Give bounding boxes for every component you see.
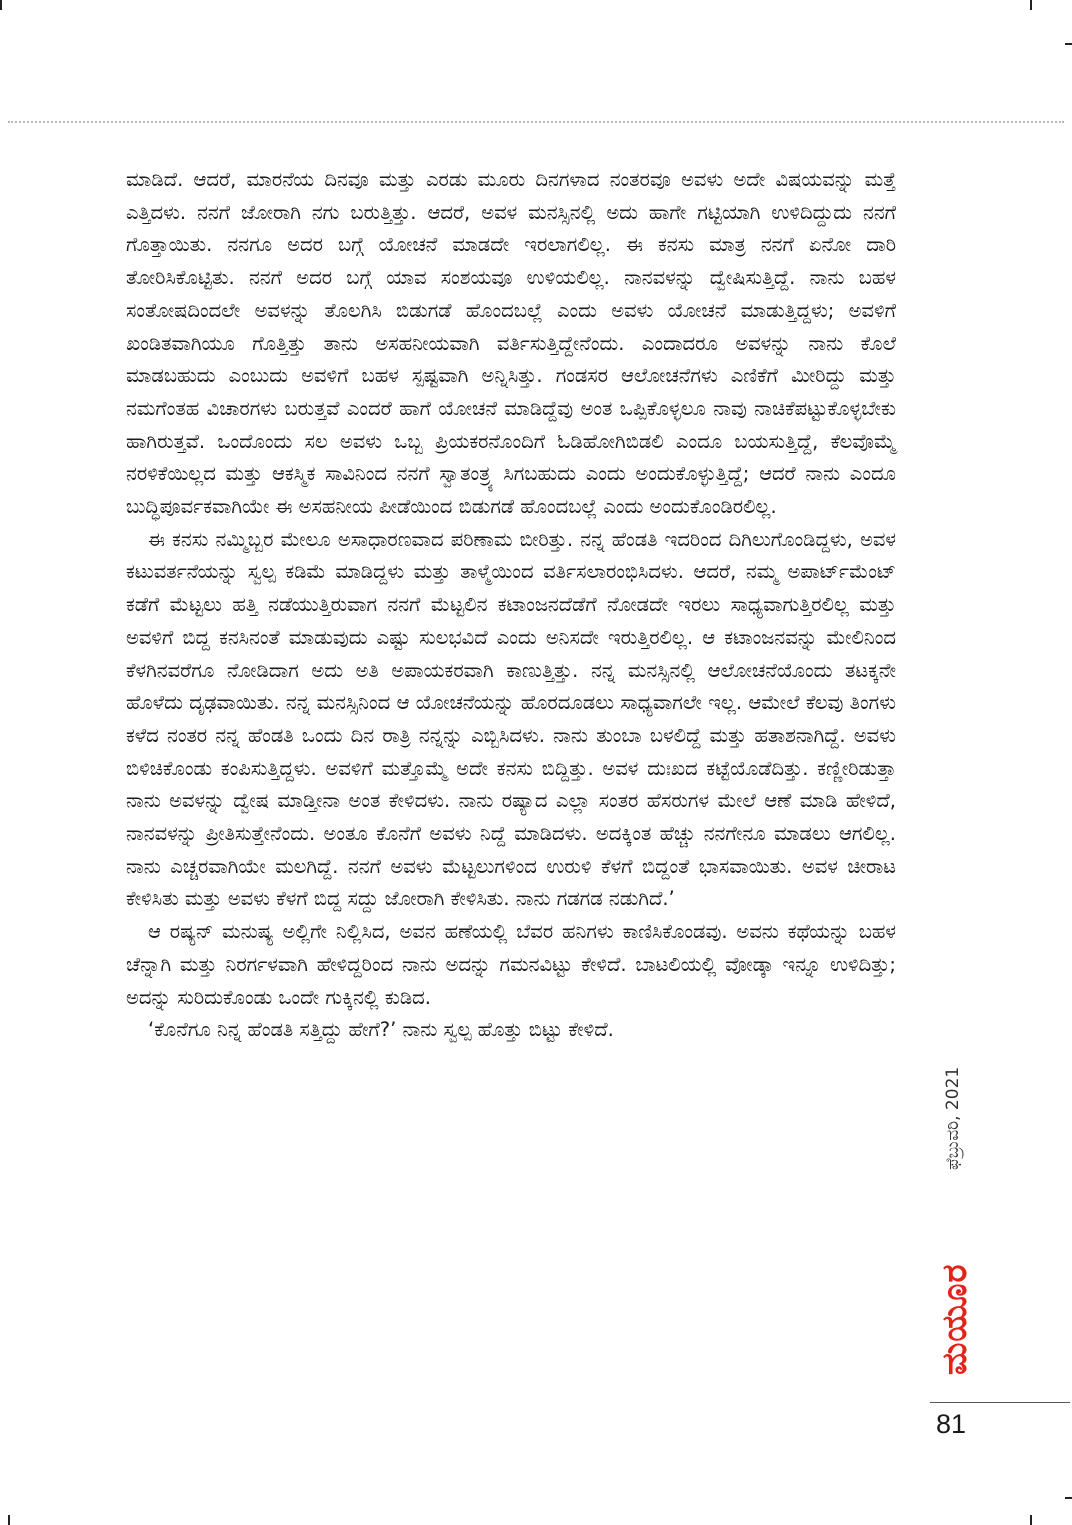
issue-date: ಫೆಬ್ರುವರಿ, 2021 [943,1066,963,1170]
paragraph-1: ಮಾಡಿದೆ. ಆದರೆ, ಮಾರನೆಯ ದಿನವೂ ಮತ್ತು ಎರಡು ಮೂರು ದಿನಗಳಾದ ನಂತರವೂ ಅವಳು ಅದೇ ವಿಷಯವನ್ನು ಮತ್ತೆ ಎತ್ತಿದಳು. ನನಗೆ ಜೋರಾಗಿ ನಗು ಬರುತ್ತಿತ್ತು. ಆದರೆ, ಅವಳ ಮನಸ್ಸಿನಲ್ಲಿ ಅದು ಹಾಗೇ ಗಟ್ಟಿಯಾಗಿ ಉಳಿದಿದ್ದುದು ನನಗೆ ಗೊತ್ತಾಯಿತು. ನನಗೂ ಅದರ ಬಗ್ಗೆ ಯೋಚನೆ ಮಾಡದೇ ಇರಲಾಗಲಿಲ್ಲ. ಈ ಕನಸು ಮಾತ್ರ ನನಗೆ ಏನೋ ದಾರಿ ತೋರಿಸಿಕೊಟ್ಟಿತು. ನನಗೆ ಅದರ ಬಗ್ಗೆ ಯಾವ ಸಂಶಯವೂ ಉಳಿಯಲಿಲ್ಲ. ನಾನವಳನ್ನು ದ್ವೇಷಿಸುತ್ತಿದ್ದೆ. ನಾನು ಬಹಳ ಸಂತೋಷದಿಂದಲೇ ಅವಳನ್ನು ತೊಲಗಿಸಿ ಬಿಡುಗಡೆ ಹೊಂದಬಲ್ಲೆ ಎಂದು ಅವಳು ಯೋಚನೆ ಮಾಡುತ್ತಿದ್ದಳು; ಅವಳಿಗೆ ಖಂಡಿತವಾಗಿಯೂ ಗೊತ್ತಿತ್ತು ತಾನು ಅಸಹನೀಯವಾಗಿ ವರ್ತಿಸುತ್ತಿದ್ದೇನೆಂದು. ಎಂದಾದರೂ ಅವಳನ್ನು ನಾನು ಕೊಲೆ ಮಾಡಬಹುದು ಎಂಬುದು ಅವಳಿಗೆ ಬಹಳ ಸ್ಪಷ್ಟವಾಗಿ ಅನ್ನಿಸಿತ್ತು. ಗಂಡಸರ ಆಲೋಚನೆಗಳು ಎಣಿಕೆಗೆ ಮೀರಿದ್ದು ಮತ್ತು ನಮಗೆಂತಹ ವಿಚಾರಗಳು ಬರುತ್ತವೆ ಎಂದರೆ ಹಾಗೆ ಯೋಚನೆ ಮಾಡಿದ್ದೆವು ಅಂತ ಒಪ್ಪಿಕೊಳ್ಳಲೂ ನಾವು ನಾಚಿಕೆಪಟ್ಟುಕೊಳ್ಳಬೇಕು ಹಾಗಿರುತ್ತವೆ. ಒಂದೊಂದು ಸಲ ಅವಳು ಒಬ್ಬ ಪ್ರಿಯಕರನೊಂದಿಗೆ ಓಡಿಹೋಗಿಬಿಡಲಿ ಎಂದೂ ಬಯಸುತ್ತಿದ್ದೆ, ಕೆಲವೊಮ್ಮೆ ನರಳಿಕೆಯಿಲ್ಲದ ಮತ್ತು ಆಕಸ್ಮಿಕ ಸಾವಿನಿಂದ ನನಗೆ ಸ್ವಾತಂತ್ರ್ಯ ಸಿಗಬಹುದು ಎಂದು ಅಂದುಕೊಳ್ಳುತ್ತಿದ್ದೆ; ಆದರೆ ನಾನು ಎಂದೂ ಬುದ್ಧಿಪೂರ್ವಕವಾಗಿಯೇ ಈ ಅಸಹನೀಯ ಪೀಡೆಯಿಂದ ಬಿಡುಗಡೆ ಹೊಂದಬಲ್ಲೆ ಎಂದು ಅಂದುಕೊಂಡಿರಲಿಲ್ಲ. [126,168,896,519]
article-body [126,164,896,1047]
crop-mark-right-bottom [1065,1497,1072,1499]
paragraph-2: ಈ ಕನಸು ನಮ್ಮಿಬ್ಬರ ಮೇಲೂ ಅಸಾಧಾರಣವಾದ ಪರಿಣಾಮ ಬೀರಿತ್ತು. ನನ್ನ ಹೆಂಡತಿ ಇದರಿಂದ ದಿಗಿಲುಗೊಂಡಿದ್ದಳು, ಅವಳ ಕಟುವರ್ತನೆಯನ್ನು ಸ್ವಲ್ಪ ಕಡಿಮೆ ಮಾಡಿದ್ದಳು ಮತ್ತು ತಾಳ್ಮೆಯಿಂದ ವರ್ತಿಸಲಾರಂಭಿಸಿದಳು. ಆದರೆ, ನಮ್ಮ ಅಪಾರ್ಟ್‌ಮೆಂಟ್ ಕಡೆಗೆ ಮೆಟ್ಟಲು ಹತ್ತಿ ನಡೆಯುತ್ತಿರುವಾಗ ನನಗೆ ಮೆಟ್ಟಲಿನ ಕಟಾಂಜನದೆಡೆಗೆ ನೋಡದೇ ಇರಲು ಸಾಧ್ಯವಾಗುತ್ತಿರಲಿಲ್ಲ ಮತ್ತು ಅವಳಿಗೆ ಬಿದ್ದ ಕನಸಿನಂತೆ ಮಾಡುವುದು ಎಷ್ಟು ಸುಲಭವಿದೆ ಎಂದು ಅನಿಸದೇ ಇರುತ್ತಿರಲಿಲ್ಲ. ಆ ಕಟಾಂಜನವನ್ನು ಮೇಲಿನಿಂದ ಕೆಳಗಿನವರೆಗೂ ನೋಡಿದಾಗ ಅದು ಅತಿ ಅಪಾಯಕರವಾಗಿ ಕಾಣುತ್ತಿತ್ತು. ನನ್ನ ಮನಸ್ಸಿನಲ್ಲಿ ಆಲೋಚನೆಯೊಂದು ತಟಕ್ಕನೇ ಹೊಳೆದು ದೃಢವಾಯಿತು. ನನ್ನ ಮನಸ್ಸಿನಿಂದ ಆ ಯೋಚನೆಯನ್ನು ಹೊರದೂಡಲು ಸಾಧ್ಯವಾಗಲೇ ಇಲ್ಲ. ಆಮೇಲೆ ಕೆಲವು ತಿಂಗಳು ಕಳೆದ ನಂತರ ನನ್ನ ಹೆಂಡತಿ ಒಂದು ದಿನ ರಾತ್ರಿ ನನ್ನನ್ನು ಎಬ್ಬಿಸಿದಳು. ನಾನು ತುಂಬಾ ಬಳಲಿದ್ದೆ ಮತ್ತು ಹತಾಶನಾಗಿದ್ದೆ. ಅವಳು ಬಿಳಿಚಿಕೊಂಡು ಕಂಪಿಸುತ್ತಿದ್ದಳು. ಅವಳಿಗೆ ಮತ್ತೊಮ್ಮೆ ಅದೇ ಕನಸು ಬಿದ್ದಿತ್ತು. ಅವಳ ದುಃಖದ ಕಟ್ಟೆಯೊಡೆದಿತ್ತು. ಕಣ್ಣೀರಿಡುತ್ತಾ ನಾನು ಅವಳನ್ನು ದ್ವೇಷ ಮಾಡ್ತೀನಾ ಅಂತ ಕೇಳಿದಳು. ನಾನು ರಷ್ಯಾದ ಎಲ್ಲಾ ಸಂತರ ಹೆಸರುಗಳ ಮೇಲೆ ಆಣೆ ಮಾಡಿ ಹೇಳಿದೆ, ನಾನವಳನ್ನು ಪ್ರೀತಿಸುತ್ತೇನೆಂದು. ಅಂತೂ ಕೊನೆಗೆ ಅವಳು ನಿದ್ದೆ ಮಾಡಿದಳು. ಅದಕ್ಕಿಂತ ಹೆಚ್ಚು ನನಗೇನೂ ಮಾಡಲು ಆಗಲಿಲ್ಲ. ನಾನು ಎಚ್ಚರವಾಗಿಯೇ ಮಲಗಿದ್ದೆ. ನನಗೆ ಅವಳು ಮೆಟ್ಟಲುಗಳಿಂದ ಉರುಳಿ ಕೆಳಗೆ ಬಿದ್ದಂತೆ ಭಾಸವಾಯಿತು. ಅವಳ ಚೀರಾಟ ಕೇಳಿಸಿತು ಮತ್ತು ಅವಳು ಕೆಳಗೆ ಬಿದ್ದ ಸದ್ದು ಜೋರಾಗಿ ಕೇಳಿಸಿತು. ನಾನು ಗಡಗಡ ನಡುಗಿದೆ.’ [126,527,896,911]
crop-mark-top-left [0,0,2,10]
crop-mark-bottom-right [1030,1515,1032,1525]
paragraph-3: ಆ ರಷ್ಯನ್ ಮನುಷ್ಯ ಅಲ್ಲಿಗೇ ನಿಲ್ಲಿಸಿದ, ಅವನ ಹಣೆಯಲ್ಲಿ ಬೆವರ ಹನಿಗಳು ಕಾಣಿಸಿಕೊಂಡವು. ಅವನು ಕಥೆಯನ್ನು ಬಹಳ ಚೆನ್ನಾಗಿ ಮತ್ತು ನಿರರ್ಗಳವಾಗಿ ಹೇಳಿದ್ದರಿಂದ ನಾನು ಅದನ್ನು ಗಮನವಿಟ್ಟು ಕೇಳಿದೆ. ಬಾಟಲಿಯಲ್ಲಿ ವೋಡ್ಕಾ ಇನ್ನೂ ಉಳಿದಿತ್ತು; ಅದನ್ನು ಸುರಿದುಕೊಂಡು ಒಂದೇ ಗುಕ್ಕಿನಲ್ಲಿ ಕುಡಿದ. [126,920,896,1009]
crop-mark-bottom-left [8,1515,10,1525]
folio-rule [930,1402,1070,1403]
magazine-logo: ಮಯೂರ [935,1263,975,1375]
header-dotted-rule [8,121,1064,123]
paragraph-4: ‘ಕೊನೆಗೂ ನಿನ್ನ ಹೆಂಡತಿ ಸತ್ತಿದ್ದು ಹೇಗೆ?’ ನಾನು ಸ್ವಲ್ಪ ಹೊತ್ತು ಬಿಟ್ಟು ಕೇಳಿದೆ. [148,1018,614,1042]
page-number: 81 [936,1409,967,1439]
crop-mark-right-top [1065,43,1072,45]
crop-mark-top-right [1030,0,1032,10]
